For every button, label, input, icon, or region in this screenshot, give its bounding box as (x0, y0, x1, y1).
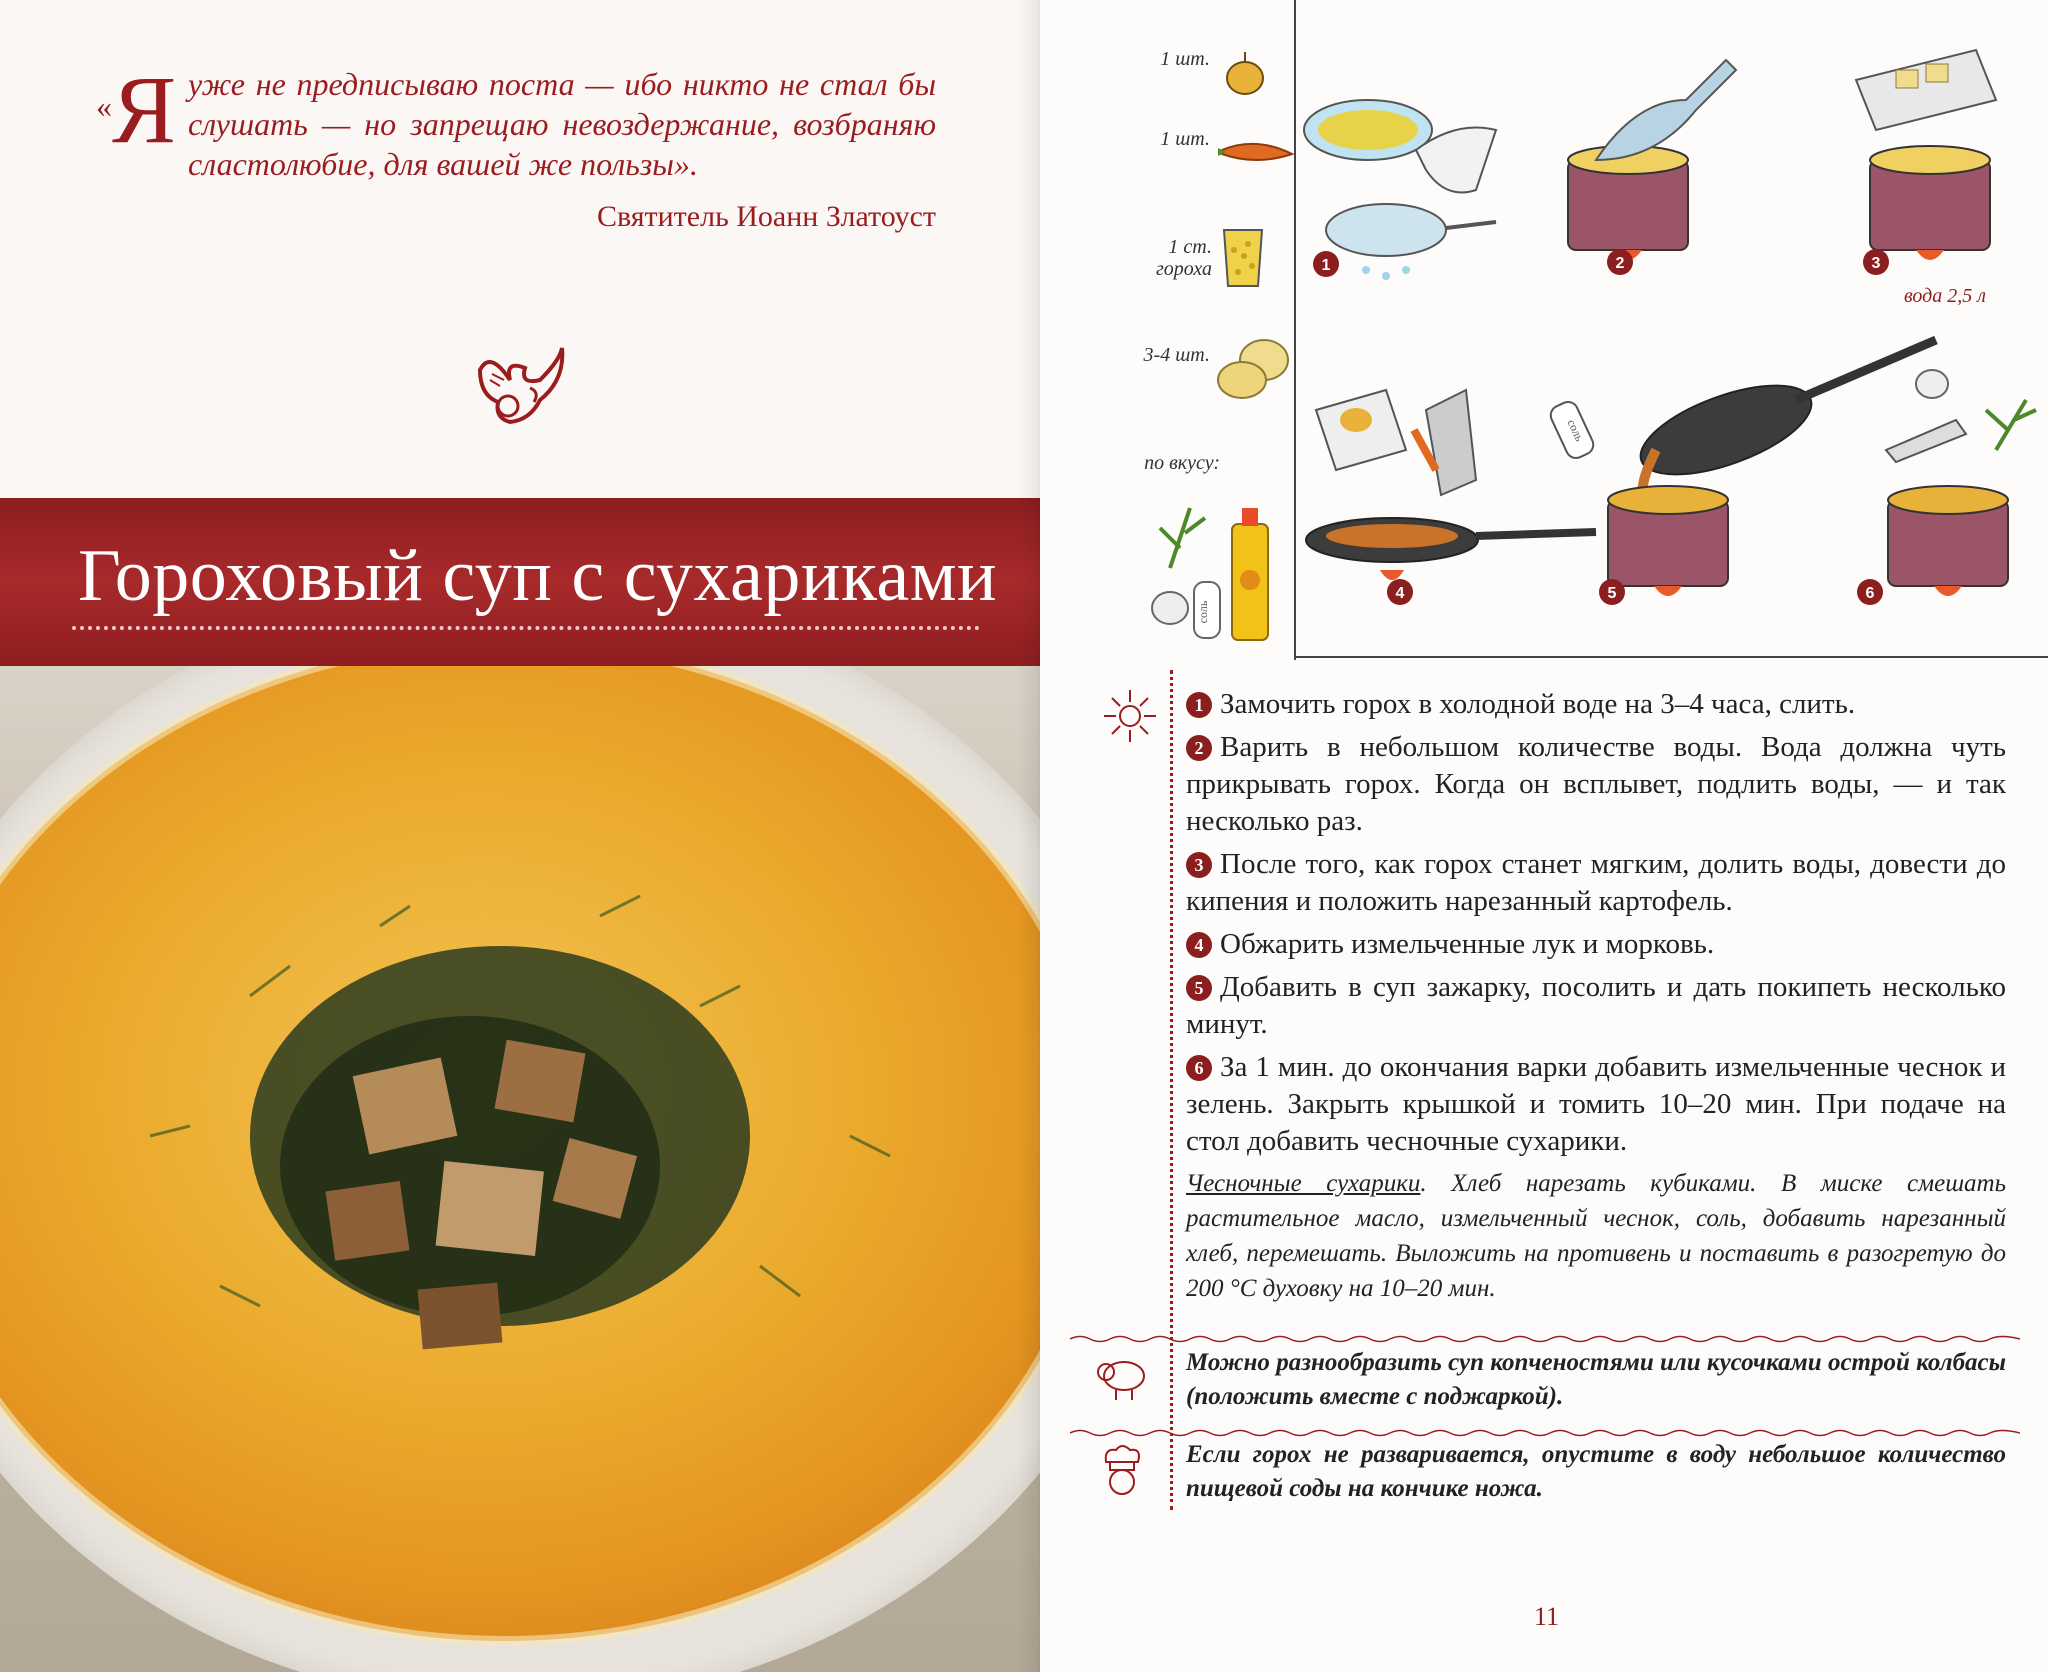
croutons-note (1186, 1166, 2006, 1306)
sheep-icon (1092, 1346, 1152, 1406)
step-6-number: 6 (1186, 1055, 1212, 1081)
step-4-text: Обжарить измельченные лук и морковь. (1220, 928, 1715, 960)
step-5-number: 5 (1186, 975, 1212, 1001)
croutons-heading: Чесночные сухарики (1186, 1170, 1421, 1197)
text-margin-dotted-rule (1170, 670, 1173, 1510)
quote-text: уже не предписываю поста — ибо никто не стал бы слушать — но запрещаю невоздержание, возбраняю сластолюбие, для вашей же пользы». (188, 66, 936, 182)
step-2 (1186, 729, 2006, 840)
potatoes-icon (1214, 336, 1294, 406)
step-3-number: 3 (1186, 852, 1212, 878)
right-page (1040, 0, 2048, 1672)
step-illustration-number-4: 4 (1395, 585, 1405, 602)
recipe-instructions (1186, 686, 2006, 1306)
step-illustrations (1296, 0, 2048, 656)
illustration-divider-horizontal (1294, 656, 2048, 658)
croutons-text: . Хлеб нарезать кубиками. В миске смешать растительное масло, измельченный чеснок, соль, добавить нарезанный хлеб, перемешать. Выложить на противень и поставить в разогретую до 200 °С духовку на 10–20 мин. (1186, 1170, 2006, 1302)
water-amount-label: вода 2,5 л (1904, 285, 1986, 307)
ingredients-column (1040, 0, 1294, 660)
epigraph-quote (96, 56, 936, 184)
quote-attribution: Святитель Иоанн Златоуст (596, 200, 936, 233)
step-5 (1186, 969, 2006, 1043)
step-illustration-number-1: 1 (1321, 257, 1331, 274)
soup-bowl-image (0, 666, 1040, 1672)
step-2-number: 2 (1186, 735, 1212, 761)
sunflower-ornament-icon (1100, 686, 1160, 746)
title-dotted-rule (72, 626, 980, 630)
step-illustration-number-6: 6 (1865, 585, 1875, 602)
ingredient-potatoes-qty: 3-4 шт. (1143, 344, 1210, 366)
glass-of-peas-icon (1220, 226, 1266, 290)
step-3-text: После того, как горох станет мягким, долить воды, довести до кипения и положить нарезанный картофель. (1186, 848, 2006, 917)
quote-open: « (96, 88, 112, 124)
quote-dropcap: Я (112, 56, 177, 163)
step-illustration-number-2: 2 (1615, 255, 1625, 272)
step-1-number: 1 (1186, 692, 1212, 718)
step-2-text: Варить в небольшом количестве воды. Вода должна чуть прикрывать горох. Когда он всплывет, подлить воды, — и так несколько раз. (1186, 731, 2006, 837)
salt-label-step5: соль (1564, 417, 1587, 444)
tip-separator-2 (1070, 1428, 2020, 1438)
ingredient-carrot-qty: 1 шт. (1160, 128, 1210, 150)
step-1 (1186, 686, 2006, 723)
step-4-number: 4 (1186, 932, 1212, 958)
tip-smoked-meat: Можно разнообразить суп копченостями или кусочками острой колбасы (положить вместе с поджаркой). (1186, 1349, 2006, 1410)
bird-ornament-icon (470, 340, 570, 440)
ingredient-onion-qty: 1 шт. (1160, 48, 1210, 70)
carrot-icon (1216, 132, 1296, 172)
tip-separator-1 (1070, 1334, 2020, 1344)
recipe-title: Гороховый суп с сухариками (78, 535, 998, 617)
page-number: 11 (1534, 1602, 1560, 1631)
step-illustration-number-5: 5 (1607, 585, 1617, 602)
onion-icon (1220, 48, 1270, 98)
step-1-text: Замочить горох в холодной воде на 3–4 часа, слить. (1220, 688, 1856, 720)
title-banner (0, 498, 1040, 666)
soup-photo (0, 666, 1040, 1672)
ingredient-seasoning-label: по вкусу: (1144, 452, 1220, 474)
step-illustration-number-3: 3 (1871, 255, 1881, 272)
chef-icon (1092, 1440, 1152, 1500)
step-3 (1186, 846, 2006, 920)
salt-shaker-label: соль (1196, 600, 1210, 624)
ingredient-peas-qty: 1 ст. гороха (1155, 236, 1212, 280)
step-6-text: За 1 мин. до окончания варки добавить измельченные чеснок и зелень. Закрыть крышкой и томить 10–20 мин. При подаче на стол добавить чесночные сухарики. (1186, 1051, 2006, 1157)
step-5-text: Добавить в суп зажарку, посолить и дать покипеть несколько минут. (1186, 971, 2006, 1040)
tip-baking-soda: Если горох не разваривается, опустите в воду небольшое количество пищевой соды на кончике ножа. (1186, 1441, 2006, 1502)
step-6 (1186, 1049, 2006, 1160)
step-4 (1186, 926, 2006, 963)
seasonings-icon (1130, 488, 1290, 648)
